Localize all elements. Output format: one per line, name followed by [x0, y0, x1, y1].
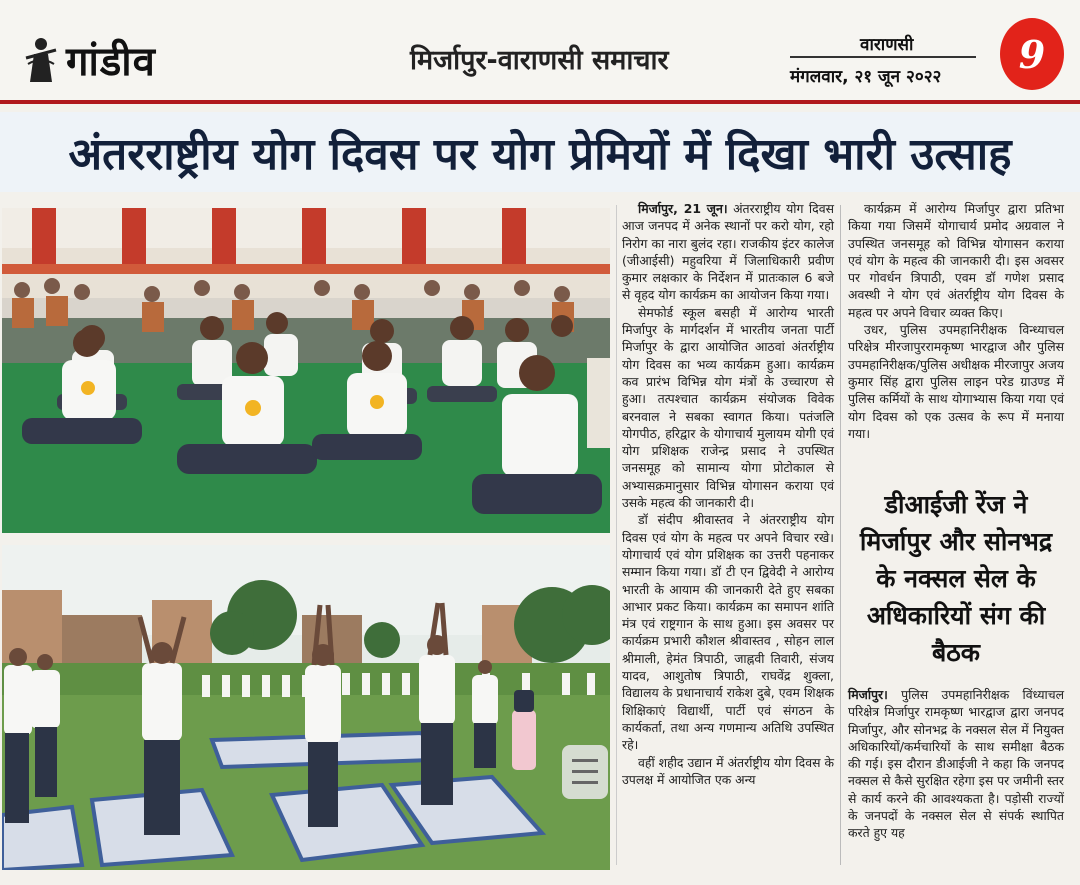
story-paragraph: कार्यक्रम में आरोग्य मिर्जापुर द्वारा प्रतिभा किया गया जिसमें योगाचार्य प्रमोद अग्रवाल ने उपस्थित जनसमूह को विभिन्न योगासन कराया एवं योग के महत्व की जानकारी दी। इस अवसर पर गोवर्धन त्रिपाठी, एवम डॉ गणेश प्रसाद अवस्थी ने योग एवं अंतर्राष्ट्रीय योग दिवस के महत्व पर अपने विचार व्यक्त किए। [848, 201, 1064, 320]
yoga-photo-indoor [2, 208, 610, 533]
main-headline-band [0, 112, 1080, 192]
story-paragraph: सेमफोर्ड स्कूल बसही में आरोग्य भारती मिर्जापुर के मार्गदर्शन में भारतीय जनता पार्टी मिर्जापुर के द्वारा आयोजित आठवां अंतर्राष्ट्रीय योग दिवस का भव्य कार्यक्रम हुआ। कार्यक्रम कव प्रारंभ विभिन्न योग मंत्रों के उच्चारण से हुआ। तत्पश्चात कार्यक्रम संयोजक विवेक बरनवाल ने सबका स्वागत किया। पतंजलि योगपीठ, हरिद्वार के योगाचार्य मुलायम योगी एवं योग प्रशिक्षक राजेन्द्र प्रसाद ने उपस्थित जनसमूह को सामान्य योगा प्रोटोकाल से अभ्यासक्रमानुसार विभिन्न योगासन कराया एवं उसके महत्व की जानकारी दी। [622, 304, 834, 511]
page-number-badge: 9 [1000, 18, 1064, 90]
yoga-photo-outdoor [2, 545, 610, 870]
section-title: मिर्जापुर-वाराणसी समाचार [410, 45, 669, 76]
masthead-rule [0, 100, 1080, 104]
column-divider-left [616, 205, 617, 865]
story-column-2 [848, 200, 1064, 442]
column-divider-right [840, 205, 841, 865]
story-paragraph: डॉ संदीप श्रीवास्तव ने अंतरराष्ट्रीय योग दिवस एवं योग के महत्व पर अपने विचार रखे। योगाचार्य एवं योग प्रशिक्षक का उत्तरी पहनाकर सम्मान किया गया। डॉ टी एन द्विवेदी ने आरोग्य भारती के आयाम की जानकारी देते हुए सबका आभार प्रकट किया। कार्यक्रम का समापन शांति मंत्र एवं राष्ट्रगान के साथ हुआ। इस अवसर पर कार्यक्रम प्रभारी कौशल श्रीवास्तव , सोहन लाल श्रीमाली, हेमंत त्रिपाठी, जाह्नवी तिवारी, संजय यादव, आशुतोष त्रिपाठी, राघवेंद्र शुक्ला, विद्यालय के प्रधानाचार्य राकेश दुबे, एवम शिक्षक शिक्षिकाएं विद्यार्थी, पार्टी एवं संगठन के कार्यकर्ता, तथा अन्य गणमान्य अतिथि उपस्थित रहे। [622, 512, 834, 753]
masthead [0, 0, 1080, 104]
second-story-headline: डीआईजी रेंज ने मिर्जापुर और सोनभद्र के नक्सल सेल के अधिकारियों संग की बैठक [859, 490, 1053, 667]
logo-text: गांडीव [66, 38, 156, 85]
story-paragraph: उधर, पुलिस उपमहानिरीक्षक विन्ध्याचल परिक्षेत्र मीरजापुररामकृष्ण भारद्वाज और पुलिस उपमहानिरीक्षक/पुलिस अधीक्षक मीरजापुर अजय कुमार सिंह द्वारा पुलिस लाइन परेड ग्राउण्ड में पुलिस कर्मियों के साथ योगाभ्यास किया गया एवं योग दिवस को एक उत्सव के रूप में मनाया गया। [848, 322, 1064, 441]
story-column-1 [622, 200, 834, 870]
story-paragraph: मिर्जापुर। पुलिस उपमहानिरीक्षक विंध्याचल परिक्षेत्र मिर्जापुर रामकृष्ण भारद्वाज द्वारा जनपद मिर्जापुर, और सोनभद्र के नक्सल सेल में नियुक्त अधिकारियों/कर्मचारियों के साथ समीक्षा बैठक की गई। इस दौरान डीआईजी ने कहा कि जनपद नक्सल से कैसे सुरक्षित रहेगा इस पर जमीनी स्तर से कार्य करने की आवश्यकता है। पड़ोसी राज्यों के जनपदों के नक्सल सेल से संपर्क स्थापित करते हुए यह [848, 687, 1064, 841]
story-paragraph: मिर्जापुर, 21 जून। अंतरराष्ट्रीय योग दिवस आज जनपद में अनेक स्थानों पर करो योग, रहो निरोग का नारा बुलंद रहा। राजकीय इंटर कालेज (जीआईसी) महुवरिया में जिलाधिकारी प्रवीण कुमार लक्षकार के निर्देशन में प्रातःकाल 6 बजे से वृहद योग कार्यक्रम का आयोजन किया गया। [622, 201, 834, 303]
issue-date: मंगलवार, २१ जून २०२२ [790, 67, 942, 87]
warrior-emblem-icon [22, 34, 60, 84]
outdoor-yoga-illustration [2, 545, 610, 870]
second-story-body [848, 686, 1064, 842]
newspaper-logo [22, 30, 258, 88]
main-headline: अंतरराष्ट्रीय योग दिवस पर योग प्रेमियों में दिखा भारी उत्साह [68, 129, 1012, 180]
indoor-yoga-illustration [2, 208, 610, 533]
story-dateline: मिर्जापुर, 21 जून। [638, 201, 728, 216]
place-divider [790, 56, 976, 58]
story-paragraph: वहीं शहीद उद्यान में अंतर्राष्ट्रीय योग दिवस के उपलक्ष में आयोजित एक अन्य [622, 754, 834, 787]
edition-place: वाराणसी [860, 35, 914, 55]
second-story-dateline: मिर्जापुर। [848, 687, 888, 702]
